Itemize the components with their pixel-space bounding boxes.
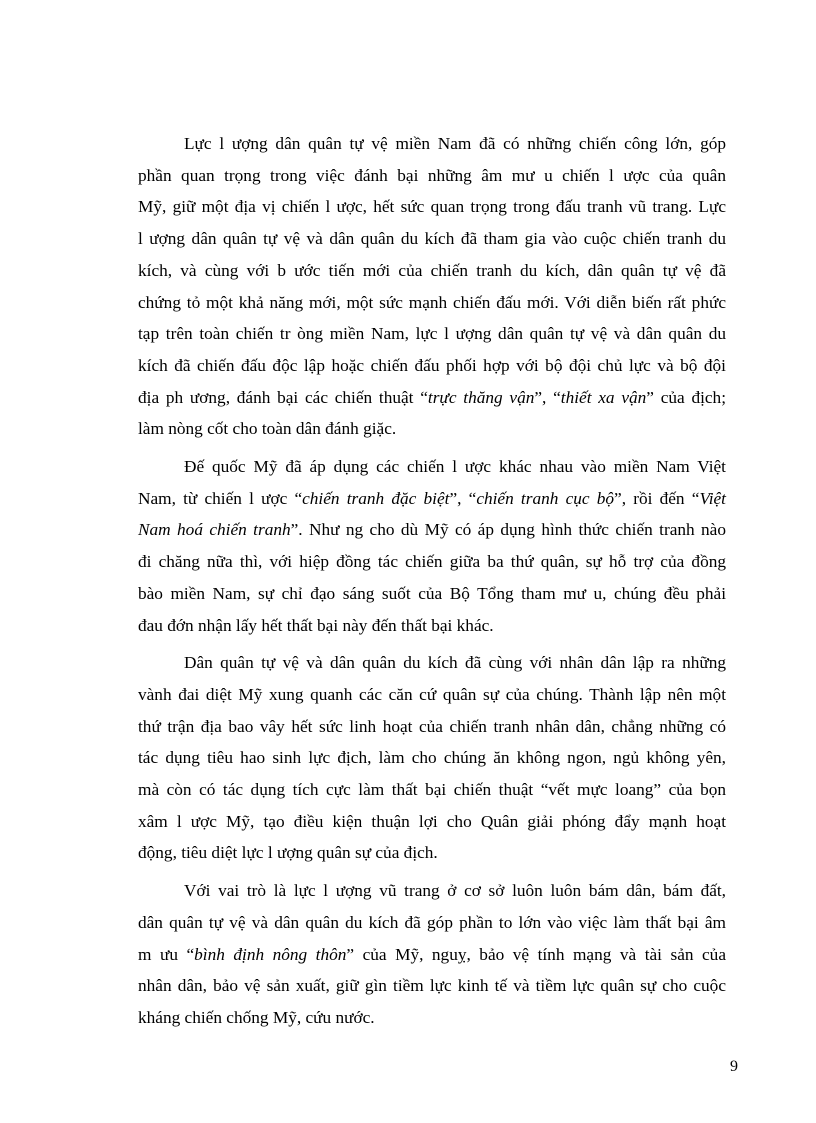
text-run: ”, rồi đến “ bbox=[614, 488, 700, 508]
text-line bbox=[138, 223, 726, 255]
text-run: làm nòng cốt cho toàn dân đánh giặc. bbox=[138, 419, 397, 439]
paragraph bbox=[138, 875, 726, 1034]
italic-run: bình định nông thôn bbox=[194, 944, 347, 964]
text-run: đau đớn nhận lấy hết thất bại này đến thất bại khác. bbox=[138, 615, 494, 635]
text-line bbox=[138, 255, 726, 287]
text-run: tác dụng tiêu hao sinh lực địch, làm cho chúng ăn không ngon, ngủ không yên, bbox=[138, 748, 726, 768]
text-line bbox=[138, 711, 726, 743]
text-line bbox=[138, 907, 726, 939]
text-line bbox=[138, 578, 726, 610]
text-run: ”, “ bbox=[534, 387, 561, 407]
text-run: đi chăng nữa thì, với hiệp đồng tác chiến giữa ba thứ quân, sự hỗ trợ của đồng bbox=[138, 552, 726, 572]
text-run: ”. Như ng cho dù Mỹ có áp dụng hình thức chiến tranh nào bbox=[290, 520, 726, 540]
text-line bbox=[138, 350, 726, 382]
text-run: ” của địch; bbox=[646, 387, 726, 407]
italic-run: Nam hoá chiến tranh bbox=[138, 520, 291, 540]
text-run: Mỹ, giữ một địa vị chiến l ược, hết sức quan trọng trong đấu tranh vũ trang. Lực bbox=[138, 197, 726, 217]
page-number: 9 bbox=[730, 1058, 738, 1075]
document-body bbox=[138, 128, 726, 1040]
text-run: phần quan trọng trong việc đánh bại những âm mư u chiến l ược của quân bbox=[138, 165, 726, 185]
text-run: Nam, từ chiến l ược “ bbox=[138, 488, 303, 508]
text-line bbox=[138, 514, 726, 546]
text-line bbox=[138, 837, 726, 869]
text-line bbox=[138, 191, 726, 223]
text-line bbox=[138, 610, 726, 642]
italic-run: chiến tranh cục bộ bbox=[476, 488, 615, 508]
text-run: Lực l ượng dân quân tự vệ miền Nam đã có những chiến công lớn, góp bbox=[184, 134, 726, 153]
text-line bbox=[138, 875, 726, 907]
italic-run: chiến tranh đặc biệt bbox=[302, 488, 450, 508]
text-line bbox=[138, 742, 726, 774]
text-line bbox=[138, 128, 726, 160]
text-line bbox=[138, 939, 726, 971]
text-line bbox=[138, 679, 726, 711]
text-run: l ượng dân quân tự vệ và dân quân du kích đã tham gia vào cuộc chiến tranh du bbox=[138, 229, 726, 249]
text-line bbox=[138, 546, 726, 578]
italic-run: thiết xa vận bbox=[560, 387, 647, 407]
text-line bbox=[138, 1002, 726, 1034]
text-run: xâm l ược Mỹ, tạo điều kiện thuận lợi cho Quân giải phóng đẩy mạnh hoạt bbox=[138, 811, 726, 831]
text-line bbox=[138, 970, 726, 1002]
text-line bbox=[138, 318, 726, 350]
text-line bbox=[138, 806, 726, 838]
text-line bbox=[138, 451, 726, 483]
text-run: kích đã chiến đấu độc lập hoặc chiến đấu phối hợp với bộ đội chủ lực và bộ đội bbox=[138, 355, 726, 375]
text-line bbox=[138, 647, 726, 679]
italic-run: trực thăng vận bbox=[427, 387, 535, 407]
text-run: Dân quân tự vệ và dân quân du kích đã cùng với nhân dân lập ra những bbox=[184, 653, 726, 673]
italic-run: Việt bbox=[699, 488, 726, 508]
text-line bbox=[138, 287, 726, 319]
text-run: Với vai trò là lực l ượng vũ trang ở cơ sở luôn luôn bám dân, bám đất, bbox=[184, 881, 726, 901]
text-line bbox=[138, 774, 726, 806]
text-run: kích, và cùng với b ước tiến mới của chiến tranh du kích, dân quân tự vệ đã bbox=[138, 260, 726, 280]
text-run: ”, “ bbox=[449, 488, 477, 508]
text-run: m ưu “ bbox=[138, 944, 195, 964]
text-line bbox=[138, 160, 726, 192]
text-run: tạp trên toàn chiến tr òng miền Nam, lực l ượng dân quân tự vệ và dân quân du bbox=[138, 324, 726, 344]
paragraph bbox=[138, 128, 726, 445]
text-run: vành đai diệt Mỹ xung quanh các căn cứ quân sự của chúng. Thành lập nên một bbox=[138, 684, 726, 704]
text-line bbox=[138, 413, 726, 445]
text-run: động, tiêu diệt lực l ượng quân sự của địch. bbox=[138, 843, 438, 863]
text-run: mà còn có tác dụng tích cực làm thất bại chiến thuật “vết mực loang” của bọn bbox=[138, 780, 726, 800]
paragraph bbox=[138, 647, 726, 869]
paragraph bbox=[138, 451, 726, 641]
text-line bbox=[138, 382, 726, 414]
text-run: nhân dân, bảo vệ sản xuất, giữ gìn tiềm lực kinh tế và tiềm lực quân sự cho cuộc bbox=[138, 976, 726, 996]
text-run: chứng tỏ một khả năng mới, một sức mạnh chiến đấu mới. Với diễn biến rất phức bbox=[138, 292, 726, 312]
text-run: kháng chiến chống Mỹ, cứu nước. bbox=[138, 1007, 375, 1027]
text-run: dân quân tự vệ và dân quân du kích đã góp phần to lớn vào việc làm thất bại âm bbox=[138, 912, 726, 932]
text-run: ” của Mỹ, nguỵ, bảo vệ tính mạng và tài sản của bbox=[346, 944, 726, 964]
text-run: Đế quốc Mỹ đã áp dụng các chiến l ược khác nhau vào miền Nam Việt bbox=[184, 457, 726, 477]
text-run: thứ trận địa bao vây hết sức linh hoạt của chiến tranh nhân dân, chẳng những có bbox=[138, 716, 726, 736]
text-run: địa ph ương, đánh bại các chiến thuật “ bbox=[138, 387, 428, 407]
text-run: bào miền Nam, sự chỉ đạo sáng suốt của Bộ Tổng tham mư u, chúng đều phải bbox=[138, 583, 726, 603]
text-line bbox=[138, 483, 726, 515]
